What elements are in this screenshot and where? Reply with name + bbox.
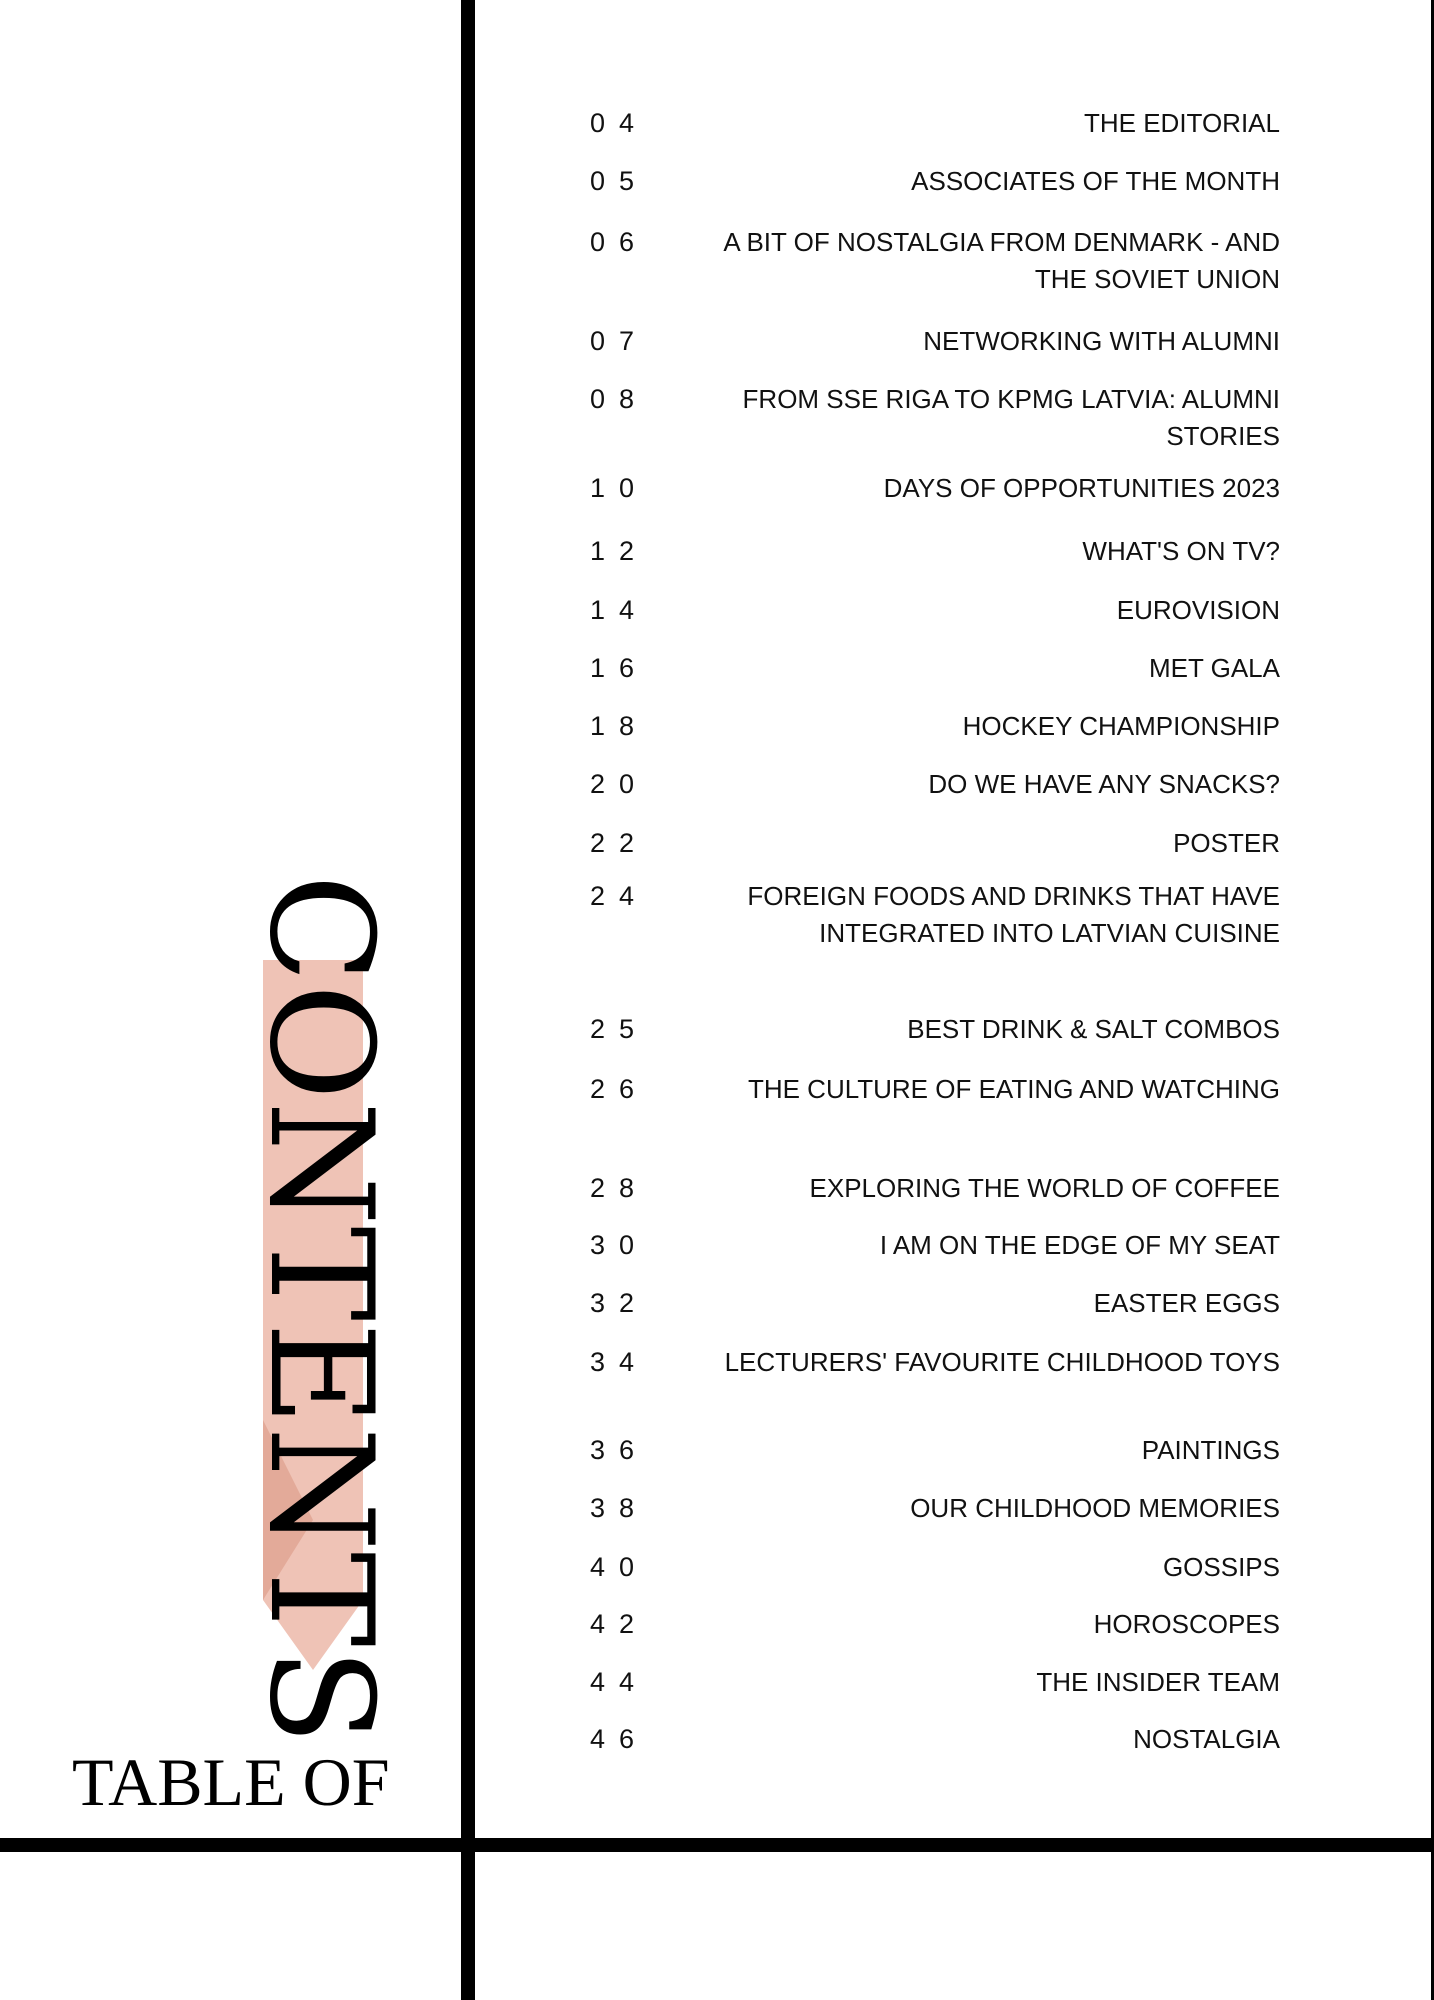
toc-page-number: 40: [590, 1552, 649, 1582]
table-of-title: TABLE OF: [72, 1744, 390, 1820]
toc-entry: [570, 1170, 1280, 1207]
toc-page-number: 32: [590, 1288, 649, 1318]
toc-article-title: THE INSIDER TEAM: [1036, 1667, 1280, 1697]
toc-page-number: 28: [590, 1173, 649, 1203]
toc-page-number: 08: [590, 384, 649, 414]
toc-article-title: THE CULTURE OF EATING AND WATCHING: [747, 1074, 1280, 1104]
toc-article-title: POSTER: [1173, 828, 1280, 858]
toc-entry: [570, 1721, 1280, 1758]
toc-article-title: EUROVISION: [1116, 595, 1280, 625]
toc-entry: [570, 1285, 1280, 1322]
toc-article-title: BEST DRINK & SALT COMBOS: [907, 1014, 1280, 1044]
toc-article-title: DAYS OF OPPORTUNITIES 2023: [883, 473, 1280, 503]
toc-page-number: 46: [590, 1724, 649, 1754]
toc-article-title: MET GALA: [1148, 653, 1280, 683]
toc-entry: [570, 1011, 1280, 1048]
toc-page-number: 36: [590, 1435, 649, 1465]
toc-article-title: NETWORKING WITH ALUMNI: [923, 326, 1280, 356]
toc-entry: [570, 224, 1280, 298]
toc-page-number: 24: [590, 881, 649, 911]
vertical-divider: [461, 0, 475, 2000]
toc-article-title: HOCKEY CHAMPIONSHIP: [962, 711, 1280, 741]
toc-page-number: 14: [590, 595, 649, 625]
toc-article-title: FROM SSE RIGA TO KPMG LATVIA: ALUMNI STORIES: [742, 384, 1280, 451]
toc-entry: [570, 1344, 1280, 1418]
toc-page-number: 16: [590, 653, 649, 683]
toc-entry: [570, 163, 1280, 200]
toc-page-number: 10: [590, 473, 649, 503]
toc-entry: [570, 592, 1280, 629]
toc-entry: [570, 1606, 1280, 1643]
horizontal-divider: [0, 1838, 1434, 1852]
toc-page-number: 34: [590, 1347, 649, 1377]
toc-entry: [570, 825, 1280, 862]
toc-entry: [570, 1549, 1280, 1586]
toc-page-number: 12: [590, 536, 649, 566]
toc-page-number: 06: [590, 227, 649, 257]
toc-entry: [570, 105, 1280, 142]
toc-article-title: DO WE HAVE ANY SNACKS?: [928, 769, 1280, 799]
toc-entry: [570, 1071, 1280, 1145]
toc-page-number: 26: [590, 1074, 649, 1104]
toc-page-number: 42: [590, 1609, 649, 1639]
toc-entry: [570, 1227, 1280, 1264]
vertical-title-block: [238, 874, 403, 1746]
toc-page-number: 07: [590, 326, 649, 356]
toc-entry: [570, 766, 1280, 803]
toc-entry: [570, 1490, 1280, 1527]
toc-article-title: NOSTALGIA: [1133, 1724, 1280, 1754]
toc-article-title: LECTURERS' FAVOURITE CHILDHOOD TOYS: [724, 1347, 1280, 1377]
toc-page-number: 22: [590, 828, 649, 858]
toc-entry: [570, 650, 1280, 687]
toc-entry: [570, 1664, 1280, 1701]
toc-article-title: GOSSIPS: [1162, 1552, 1280, 1582]
toc-article-title: I AM ON THE EDGE OF MY SEAT: [879, 1230, 1280, 1260]
toc-article-title: ASSOCIATES OF THE MONTH: [911, 166, 1280, 196]
toc-article-title: EASTER EGGS: [1093, 1288, 1280, 1318]
toc-page-number: 18: [590, 711, 649, 741]
toc-article-title: OUR CHILDHOOD MEMORIES: [910, 1493, 1280, 1523]
toc-entry: [570, 470, 1280, 507]
toc-entry: [570, 381, 1280, 455]
contents-title: CONTENTS: [238, 874, 403, 1746]
toc-entry: [570, 323, 1280, 360]
toc-article-title: HOROSCOPES: [1093, 1609, 1280, 1639]
toc-entry: [570, 878, 1280, 989]
toc-page-number: 38: [590, 1493, 649, 1523]
toc-page-number: 05: [590, 166, 649, 196]
toc-article-title: A BIT OF NOSTALGIA FROM DENMARK - AND THE SOVIET UNION: [723, 227, 1280, 294]
toc-entry: [570, 708, 1280, 745]
toc-entry: [570, 1432, 1280, 1469]
toc-page-number: 44: [590, 1667, 649, 1697]
toc-article-title: THE EDITORIAL: [1083, 108, 1280, 138]
toc-page-number: 25: [590, 1014, 649, 1044]
toc-article-title: PAINTINGS: [1141, 1435, 1280, 1465]
toc-page-number: 20: [590, 769, 649, 799]
toc-page-number: 30: [590, 1230, 649, 1260]
toc-article-title: FOREIGN FOODS AND DRINKS THAT HAVE INTEGRATED INTO LATVIAN CUISINE: [747, 881, 1280, 948]
toc-article-title: WHAT'S ON TV?: [1082, 536, 1280, 566]
toc-page-number: 04: [590, 108, 649, 138]
toc-entry: [570, 533, 1280, 570]
toc-article-title: EXPLORING THE WORLD OF COFFEE: [809, 1173, 1280, 1203]
